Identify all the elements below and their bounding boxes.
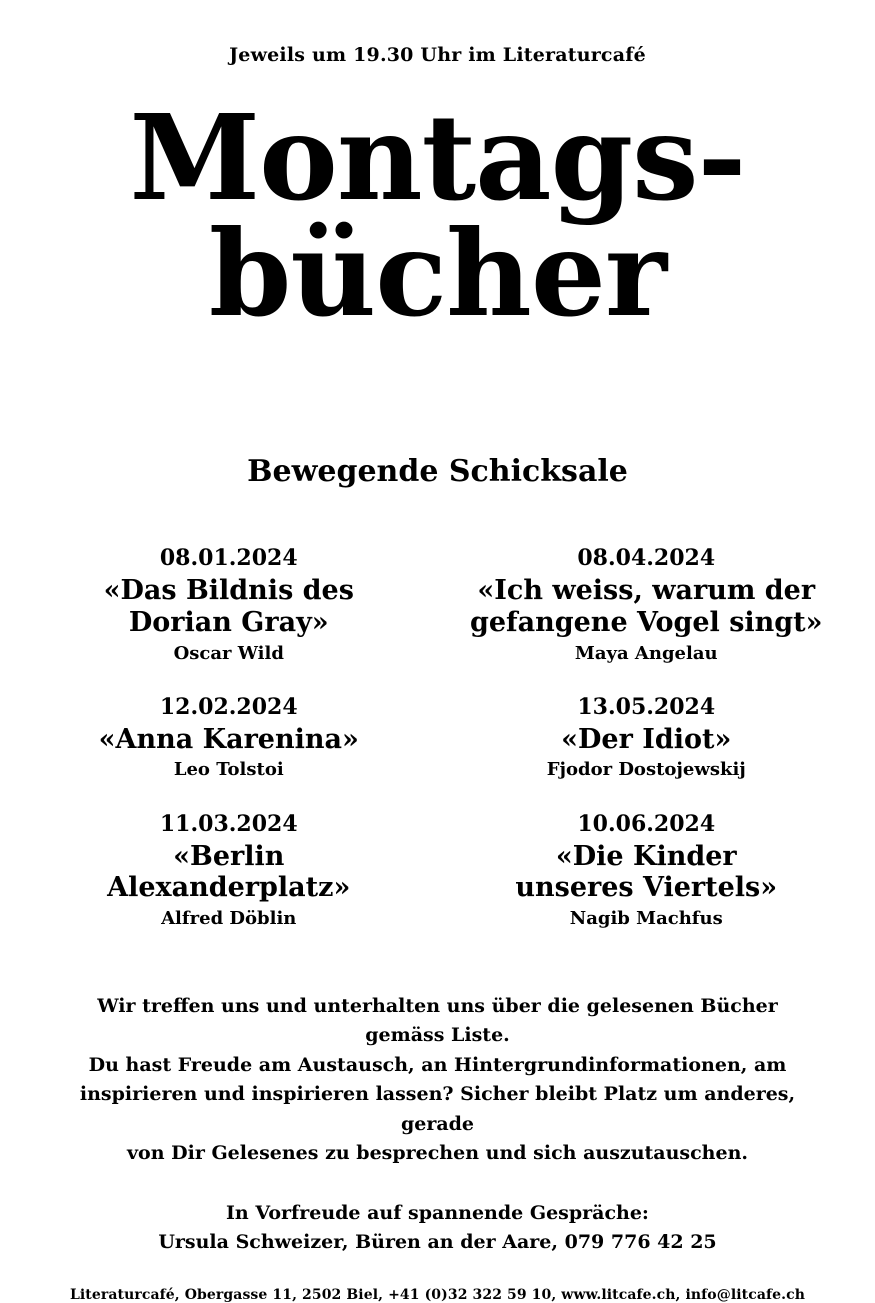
closing-block [158, 1199, 716, 1258]
event-date: 13.05.2024 [577, 694, 716, 721]
event-title-line-2: gefangene Vogel singt» [469, 606, 823, 638]
event-author: Leo Tolstoi [173, 759, 284, 781]
event-author: Oscar Wild [173, 642, 284, 664]
event-date: 11.03.2024 [159, 811, 298, 838]
event-title-line-1: «Das Bildnis des [103, 574, 354, 606]
event-author: Nagib Machfus [569, 908, 723, 930]
event-item [466, 545, 828, 664]
event-title [466, 841, 828, 905]
event-time-note: Jeweils um 19.30 Uhr im Literaturcafé [229, 44, 646, 66]
event-item [466, 811, 828, 930]
event-title-line-1: «Anna Karenina» [98, 723, 359, 755]
contact-person: Ursula Schweizer, Büren an der Aare, 079 776 42 25 [158, 1230, 717, 1253]
event-date: 12.02.2024 [159, 694, 298, 721]
event-columns [48, 545, 827, 930]
page-subtitle: Bewegende Schicksale [247, 454, 628, 490]
event-title [48, 724, 410, 756]
event-item [48, 694, 410, 781]
event-author: Maya Angelau [574, 642, 718, 664]
description-paragraph [78, 992, 798, 1169]
event-title [48, 841, 410, 905]
event-date: 08.01.2024 [159, 545, 298, 572]
event-title-line-1: «Berlin [173, 840, 285, 872]
event-date: 08.04.2024 [577, 545, 716, 572]
event-title [466, 575, 828, 639]
event-column-right [466, 545, 828, 930]
event-title-line-2: unseres Viertels» [515, 872, 778, 904]
event-item [48, 811, 410, 930]
event-column-left [48, 545, 410, 930]
event-title-line-1: «Die Kinder [555, 840, 737, 872]
event-date: 10.06.2024 [577, 811, 716, 838]
description-line: Du hast Freude am Austausch, an Hintergrundinformationen, am [88, 1053, 787, 1076]
event-item [48, 545, 410, 664]
description-line: Wir treffen uns und unterhalten uns über die gelesenen Bücher gemäss Liste. [97, 994, 778, 1047]
description-line: inspirieren und inspirieren lassen? Sicher bleibt Platz um anderes, gerade [79, 1083, 796, 1135]
page-title-line-2: bücher [208, 203, 667, 343]
event-title-line-2: Alexanderplatz» [107, 872, 351, 904]
closing-line-1: In Vorfreude auf spannende Gespräche: [226, 1201, 649, 1224]
event-title [48, 575, 410, 639]
page-title-line-1: Montags- [129, 88, 746, 227]
event-author: Fjodor Dostojewskij [546, 759, 746, 781]
event-title-line-1: «Ich weiss, warum der [477, 574, 816, 606]
event-title [466, 724, 828, 756]
event-author: Alfred Döblin [161, 908, 297, 930]
page-title [48, 88, 827, 343]
event-item [466, 694, 828, 781]
event-title-line-1: «Der Idiot» [561, 723, 732, 755]
footer-contact: Literaturcafé, Obergasse 11, 2502 Biel, +41 (0)32 322 59 10, www.litcafe.ch, info@litcafe.ch [69, 1287, 806, 1303]
description-line: von Dir Gelesenes zu besprechen und sich auszutauschen. [126, 1142, 749, 1165]
event-title-line-2: Dorian Gray» [128, 606, 329, 638]
